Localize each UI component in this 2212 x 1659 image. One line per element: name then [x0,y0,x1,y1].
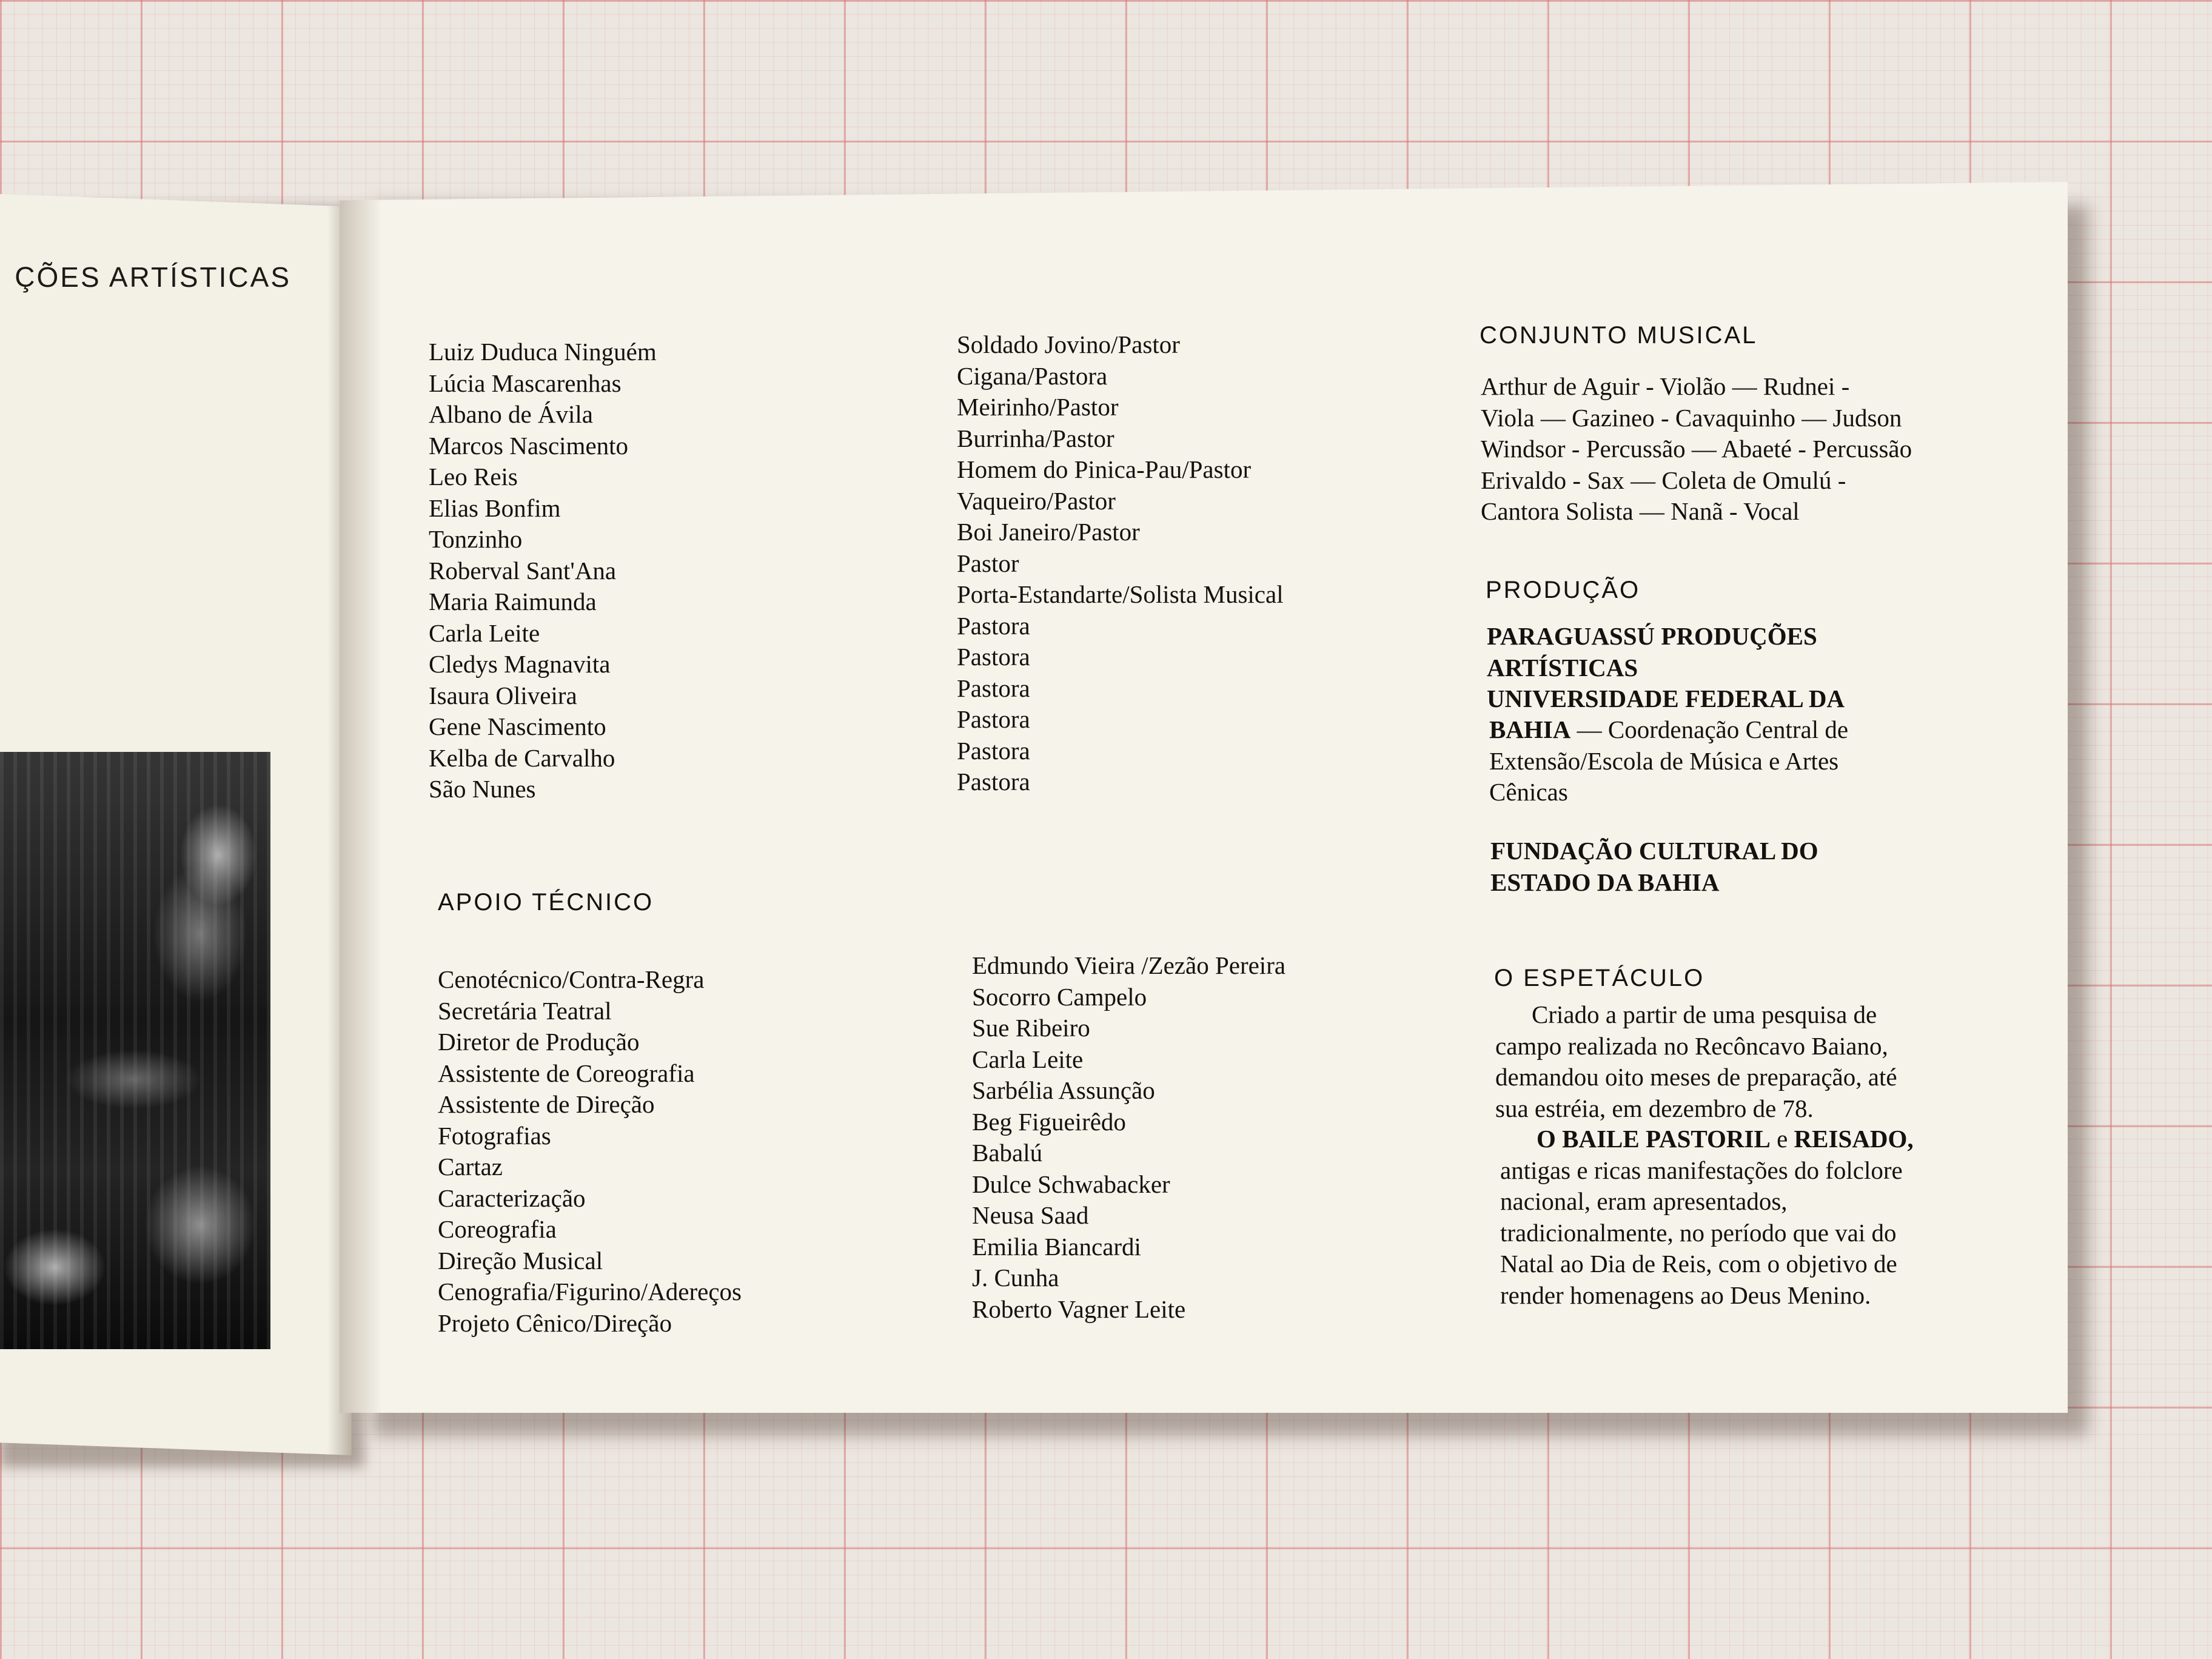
technical-function: Fotografias [438,1121,551,1150]
role-name: Soldado Jovino/Pastor [957,330,1180,358]
paragraph-line: demandou oito meses de preparação, até [1495,1063,1897,1091]
paragraph-line: nacional, eram apresentados, [1500,1187,1788,1215]
producao-company [1487,621,1845,715]
apoio-tecnico-heading: APOIO TÉCNICO [438,889,654,916]
role-name: Pastora [957,768,1030,796]
university-line [1489,714,1848,746]
university-department: — Coordenação Central de [1570,716,1849,743]
role-name: Burrinha/Pastor [957,424,1114,452]
actor-name: Marcos Nascimento [429,431,629,460]
actor-name: São Nunes [429,775,536,803]
espetaculo-heading: O ESPETÁCULO [1494,965,1705,991]
left-page-heading: ÇÕES ARTÍSTICAS [15,261,291,293]
paragraph-line: Criado a partir de uma pesquisa de [1532,1000,1877,1028]
role-name: Pastora [957,736,1030,765]
conjunto-musical-list [1481,371,1912,528]
espetaculo-paragraph-2 [1500,1124,1914,1311]
fundacao-line: FUNDAÇÃO CULTURAL DO [1490,837,1818,865]
actor-name: Carla Leite [429,618,540,647]
producer-line: UNIVERSIDADE FEDERAL DA [1487,685,1845,712]
technical-name: Edmundo Vieira /Zezão Pereira [972,951,1286,979]
role-name: Meirinho/Pastor [957,393,1119,421]
actor-name: Elias Bonfim [429,494,561,522]
cast-actors-column [429,337,657,805]
technical-name: Beg Figueirêdo [972,1107,1126,1136]
espetaculo-paragraph-1 [1495,999,1897,1124]
technical-function: Coreografia [438,1215,557,1243]
stage-photo [0,752,270,1349]
paragraph-line: campo realizada no Recôncavo Baiano, [1495,1031,1888,1060]
actor-name: Luiz Duduca Ninguém [429,338,657,366]
actor-name: Albano de Ávila [429,400,593,428]
fundacao-cultural [1490,836,1818,898]
actor-name: Leo Reis [429,463,518,491]
role-name: Vaqueiro/Pastor [957,486,1116,515]
technical-names-column [972,950,1285,1325]
fundacao-line: ESTADO DA BAHIA [1490,868,1720,896]
technical-name: Socorro Campelo [972,982,1147,1011]
role-name: Pastora [957,705,1030,733]
technical-name: Carla Leite [972,1045,1084,1073]
role-name: Pastora [957,674,1030,702]
baile-pastoril-title: O BAILE PASTORIL [1537,1125,1771,1153]
technical-function: Assistente de Direção [438,1090,655,1118]
paragraph-line: Natal ao Dia de Reis, com o objetivo de [1500,1250,1897,1278]
musician-line: Viola — Gazineo - Cavaquinho — Judson [1481,403,1902,432]
role-name: Boi Janeiro/Pastor [957,518,1140,546]
musician-line: Cantora Solista — Nanã - Vocal [1481,497,1800,525]
actor-name: Kelba de Carvalho [429,743,615,772]
technical-function: Assistente de Coreografia [438,1059,695,1087]
technical-name: Sarbélia Assunção [972,1076,1155,1104]
technical-name: Dulce Schwabacker [972,1170,1170,1198]
technical-function: Diretor de Produção [438,1028,640,1056]
technical-function: Secretária Teatral [438,996,612,1025]
technical-name: Neusa Saad [972,1201,1089,1229]
role-name: Homem do Pinica-Pau/Pastor [957,455,1252,483]
musician-line: Arthur de Aguir - Violão — Rudnei - [1481,372,1850,400]
technical-function: Caracterização [438,1184,586,1212]
role-name: Pastora [957,643,1030,671]
university-line: Cênicas [1489,778,1568,806]
technical-function: Projeto Cênico/Direção [438,1309,672,1337]
role-name: Pastora [957,611,1030,640]
actor-name: Cledys Magnavita [429,650,611,678]
musician-line: Erivaldo - Sax — Coleta de Omulú - [1481,466,1846,494]
technical-name: Babalú [972,1139,1043,1167]
actor-name: Maria Raimunda [429,588,597,615]
technical-functions-column [438,964,742,1339]
conjunto-musical-heading: CONJUNTO MUSICAL [1480,322,1758,349]
role-name: Pastor [957,549,1019,577]
paragraph-line: sua estréia, em dezembro de 78. [1495,1094,1814,1122]
technical-name: Sue Ribeiro [972,1014,1090,1042]
musician-line: Windsor - Percussão — Abaeté - Percussão [1481,435,1912,463]
page-gutter-shadow [340,182,382,1413]
role-name: Porta-Estandarte/Solista Musical [957,580,1284,608]
paragraph-line: render homenagens ao Deus Menino. [1500,1281,1871,1309]
producer-line: PARAGUASSÚ PRODUÇÕES [1487,622,1817,650]
technical-name: J. Cunha [972,1264,1059,1292]
technical-name: Roberto Vagner Leite [972,1295,1186,1323]
paragraph-line: tradicionalmente, no período que vai do [1500,1218,1897,1247]
university-state: BAHIA [1489,716,1571,743]
paragraph-line [1500,1124,1914,1155]
actor-name: Lúcia Mascarenhas [429,369,622,397]
producer-line: ARTÍSTICAS [1487,653,1638,682]
conjunction: e [1770,1125,1794,1153]
producao-university [1489,714,1848,808]
actor-name: Roberval Sant'Ana [429,556,617,585]
reisado-title: REISADO, [1794,1125,1914,1153]
technical-function: Cartaz [438,1153,503,1181]
cast-roles-column [957,329,1284,798]
producao-heading: PRODUÇÃO [1486,577,1641,603]
actor-name: Gene Nascimento [429,712,606,740]
technical-function: Direção Musical [438,1246,603,1275]
actor-name: Isaura Oliveira [429,681,577,709]
paragraph-line: antigas e ricas manifestações do folclore [1500,1156,1903,1184]
role-name: Cigana/Pastora [957,361,1108,390]
university-line: Extensão/Escola de Música e Artes [1489,746,1839,775]
technical-function: Cenografia/Figurino/Adereços [438,1278,742,1305]
technical-function: Cenotécnico/Contra-Regra [438,965,705,993]
actor-name: Tonzinho [429,525,523,553]
technical-name: Emilia Biancardi [972,1232,1141,1261]
